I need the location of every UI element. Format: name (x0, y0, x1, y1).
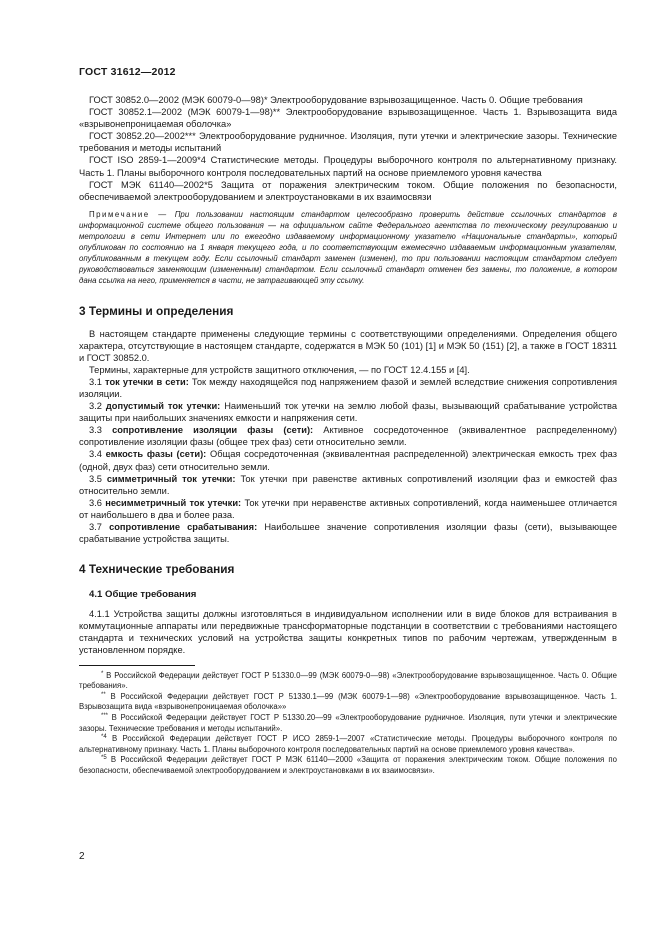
term-number: 3.3 (89, 425, 102, 436)
subsection-4-1-heading: 4.1 Общие требования (89, 589, 197, 601)
term-item (79, 400, 617, 424)
term-definition: Общая сосредоточенная (эквивалентная распределенной) электрическая емкость трех фаз (одной, двух фаз) сети относительно земли. (79, 449, 617, 472)
section-3-intro-2: Термины, характерные для устройств защитного отключения, — по ГОСТ 12.4.155 и [4]. (89, 364, 470, 375)
term-name: допустимый ток утечки: (105, 401, 221, 412)
footnote (79, 755, 617, 776)
footnote-text: В Российской Федерации действует ГОСТ Р 51330.20—99 «Электрооборудование рудничное. Изоляция, пути утечки и электрические зазоры. Технические требования и методы испытаний». (79, 712, 617, 733)
term-definition: Ток утечки при неравенстве активных сопротивлений, когда наименьшее отличается от наибольшего в два и более раза. (79, 497, 617, 520)
reference-item: ГОСТ 30852.0—2002 (МЭК 60079-0—98)* Электрооборудование взрывозащищенное. Часть 0. Общие требования (89, 95, 583, 105)
term-number: 3.2 (89, 401, 102, 412)
term-definition: Ток утечки при равенстве активных сопротивлений изоляции фаз и емкостей фаз относительно земли. (79, 473, 617, 496)
footnote-mark: *5 (101, 755, 107, 762)
section-4-paragraph: 4.1.1 Устройства защиты должны изготовляться в индивидуальном исполнении или в виде блоков для встраивания в коммутационные аппараты или передвижные трансформаторные подстанции в соответствии с требованиями настоящего стандарта и технических условий на устройства защиты конкретных типов по рабочим чертежам, утвержденным в установленном порядке. (79, 609, 617, 656)
footnote-mark: ** (101, 691, 106, 698)
footnote-mark: * (101, 670, 104, 677)
note-text: При пользовании настоящим стандартом целесообразно проверить действие ссылочных стандартов в информационной системе общего пользования — на официальном сайте Федерального агентства по техническому регулированию и метрологии в сети Интернет или по ежегодно издаваемому информационному указателю «Национальные стандарты», который опубликован по состоянию на 1 января текущего года, и по соответствующим ежемесячно издаваемым информационным указателям, опубликованным в текущем году. Если ссылочный стандарт заменен (изменен), то при пользовании настоящим стандартом следует руководствоваться заменяющим (измененным) стандартом. Если ссылочный стандарт отменен без замены, то положение, в котором дана ссылка на него, применяется в части, не затрагивающей эту ссылку. (79, 209, 617, 286)
term-item (79, 473, 617, 497)
term-definition: Наибольшее значение сопротивления изоляции фазы (сети), вызывающее срабатывание устройства защиты. (79, 522, 617, 545)
reference-item: ГОСТ 30852.20—2002*** Электрооборудование рудничное. Изоляция, пути утечки и электрические зазоры. Технические требования и методы испытаний (79, 131, 617, 154)
footnote-mark: *4 (101, 734, 107, 741)
term-number: 3.7 (89, 522, 102, 532)
term-name: сопротивление изоляции фазы (сети): (112, 425, 314, 436)
term-item (79, 424, 617, 448)
term-item (79, 497, 617, 521)
term-number: 3.6 (89, 497, 102, 508)
footnotes (79, 671, 617, 777)
footnote-text: В Российской Федерации действует ГОСТ Р 51330.0—99 (МЭК 60079-0—98) «Электрооборудование взрывозащищенное. Часть 0. Общие требования». (79, 670, 617, 691)
footnote (79, 713, 617, 734)
term-definition: Наименьший ток утечки на землю любой фазы, вызывающий срабатывание устройства защиты при наибольших значениях емкости и напряжения сети. (79, 401, 617, 424)
term-item (79, 376, 617, 400)
note-lead: Примечание — (89, 209, 168, 219)
page-body (79, 94, 617, 777)
reference-item: ГОСТ ISO 2859-1—2009*4 Статистические методы. Процедуры выборочного контроля по альтернативному признаку. Часть 1. Планы выборочного контроля последовательных партий на основе приемлемого уровня качества (79, 155, 617, 178)
running-header: ГОСТ 31612—2012 (79, 66, 176, 78)
term-number: 3.1 (89, 376, 102, 387)
normative-references (79, 94, 617, 203)
term-name: сопротивление срабатывания: (109, 522, 258, 532)
term-definition: Активное сосредоточенное (эквивалентное распределенному) сопротивление изоляции фазы (общее трех фаз) сети относительно земли. (79, 425, 617, 448)
reference-item: ГОСТ МЭК 61140—2002*5 Защита от поражения электрическим током. Общие положения по безопасности, обеспечиваемой электрооборудованием и электроустановками в их взаимосвязи (79, 179, 617, 202)
footnote-mark: *** (101, 712, 109, 719)
terms-list (79, 376, 617, 545)
term-number: 3.4 (89, 449, 102, 460)
reference-item: ГОСТ 30852.1—2002 (МЭК 60079-1—98)** Электрооборудование взрывозащищенное. Часть 1. Взрывозащита вида «взрывонепроницаемая оболочка» (79, 107, 617, 130)
footnote-divider (79, 665, 195, 666)
footnote-text: В Российской Федерации действует ГОСТ Р МЭК 61140—2000 «Защита от поражения электрическим током. Общие положения по безопасности, обеспечиваемой электрооборудованием и электроустановками в их взаимосвязи». (79, 755, 617, 775)
term-number: 3.5 (89, 473, 102, 484)
footnote (79, 692, 617, 713)
term-item (79, 521, 617, 545)
term-definition: Ток между находящейся под напряжением фазой и землей вследствие снижения сопротивления изоляции. (79, 376, 617, 399)
term-name: емкость фазы (сети): (105, 449, 207, 460)
footnote (79, 734, 617, 755)
footnote-text: В Российской Федерации действует ГОСТ Р 51330.1—99 (МЭК 60079-1—98) «Электрооборудование взрывозащищенное. Часть 1. Взрывозащита вида «взрывонепроницаемая оболочка»» (79, 691, 617, 712)
term-name: несимметричный ток утечки: (105, 497, 242, 508)
note-paragraph (79, 209, 617, 287)
footnote-text: В Российской Федерации действует ГОСТ Р ИСО 2859-1—2007 «Статистические методы. Процедуры выборочного контроля по альтернативному признаку. Часть 1. Планы выборочного контроля последовательных партий на основе приемлемого уровня качества». (79, 734, 617, 754)
section-3-intro: В настоящем стандарте применены следующие термины с соответствующими определениями. Определения общего характера, отсутствующие в настоящем стандарте, содержатся в МЭК 50 (101) [1] и МЭК 50 (151) [2], а также в ГОСТ 18311 и ГОСТ 30852.0. (79, 328, 617, 363)
footnote (79, 671, 617, 692)
term-name: симметричный ток утечки: (106, 473, 236, 484)
page-number: 2 (79, 851, 85, 862)
section-4-heading: 4 Технические требования (79, 562, 235, 577)
term-item (79, 448, 617, 472)
term-name: ток утечки в сети: (105, 376, 189, 387)
section-3-heading: 3 Термины и определения (79, 303, 234, 318)
